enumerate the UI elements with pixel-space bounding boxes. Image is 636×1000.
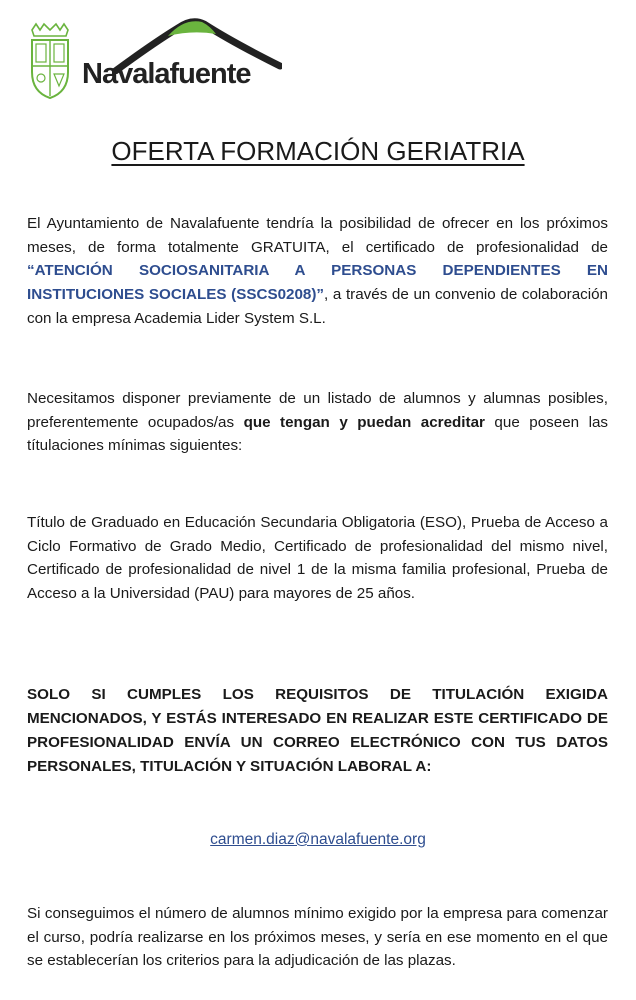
document-title: OFERTA FORMACIÓN GERIATRIA <box>111 136 525 166</box>
instructions-paragraph: SOLO SI CUMPLES LOS REQUISITOS DE TITULACIÓN EXIGIDA MENCIONADOS, Y ESTÁS INTERESADO EN REALIZAR ESTE CERTIFICADO DE PROFESIONALIDAD ENVÍA UN CORREO ELECTRÓNICO CON TUS DATOS PERSONALES, TITULACIÓN Y SITUACIÓN LABORAL A: <box>27 686 608 775</box>
logo-wordmark: Navalafuente <box>82 58 251 90</box>
contact-email-link[interactable]: carmen.diaz@navalafuente.org <box>210 831 426 848</box>
closing-paragraph: Si conseguimos el número de alumnos mínimo exigido por la empresa para comenzar el curso, podría realizarse en los próximos meses, y sería en ese momento en el que se establecerían los criterios para la adjudicación de las plazas. <box>27 905 608 970</box>
intro-paragraph: El Ayuntamiento de Navalafuente tendría la posibilidad de ofrecer en los próximos meses, de forma totalmente GRATUITA, el certificado de profesionalidad de “ATENCIÓN SOCIOSANITARIA A PERSONAS DEPENDIENTES EN INSTITUCIONES SOCIALES (SSCS0208)”, a través de un convenio de colaboración con la empresa Academia Lider System S.L. <box>27 215 609 327</box>
qualifications-paragraph: Título de Graduado en Educación Secundaria Obligatoria (ESO), Prueba de Acceso a Ciclo Formativo de Grado Medio, Certificado de profesionalidad del mismo nivel, Certificado de profesionalidad de nivel 1 de la misma familia profesional, Prueba de Acceso a la Universidad (PAU) para mayores de 25 años. <box>27 514 608 603</box>
requirement-emphasis: que tengan y puedan acreditar <box>243 413 485 431</box>
header-logo <box>26 12 326 102</box>
requirements-paragraph: Necesitamos disponer previamente de un listado de alumnos y alumnas posibles, preferentemente ocupados/as que tengan y puedan acreditar que poseen las títulaciones mínimas siguientes: <box>27 390 608 455</box>
certificate-name: “ATENCIÓN SOCIOSANITARIA A PERSONAS DEPENDIENTES EN INSTITUCIONES SOCIALES (SSCS0208)” <box>27 262 608 304</box>
coat-of-arms-icon <box>26 22 74 100</box>
